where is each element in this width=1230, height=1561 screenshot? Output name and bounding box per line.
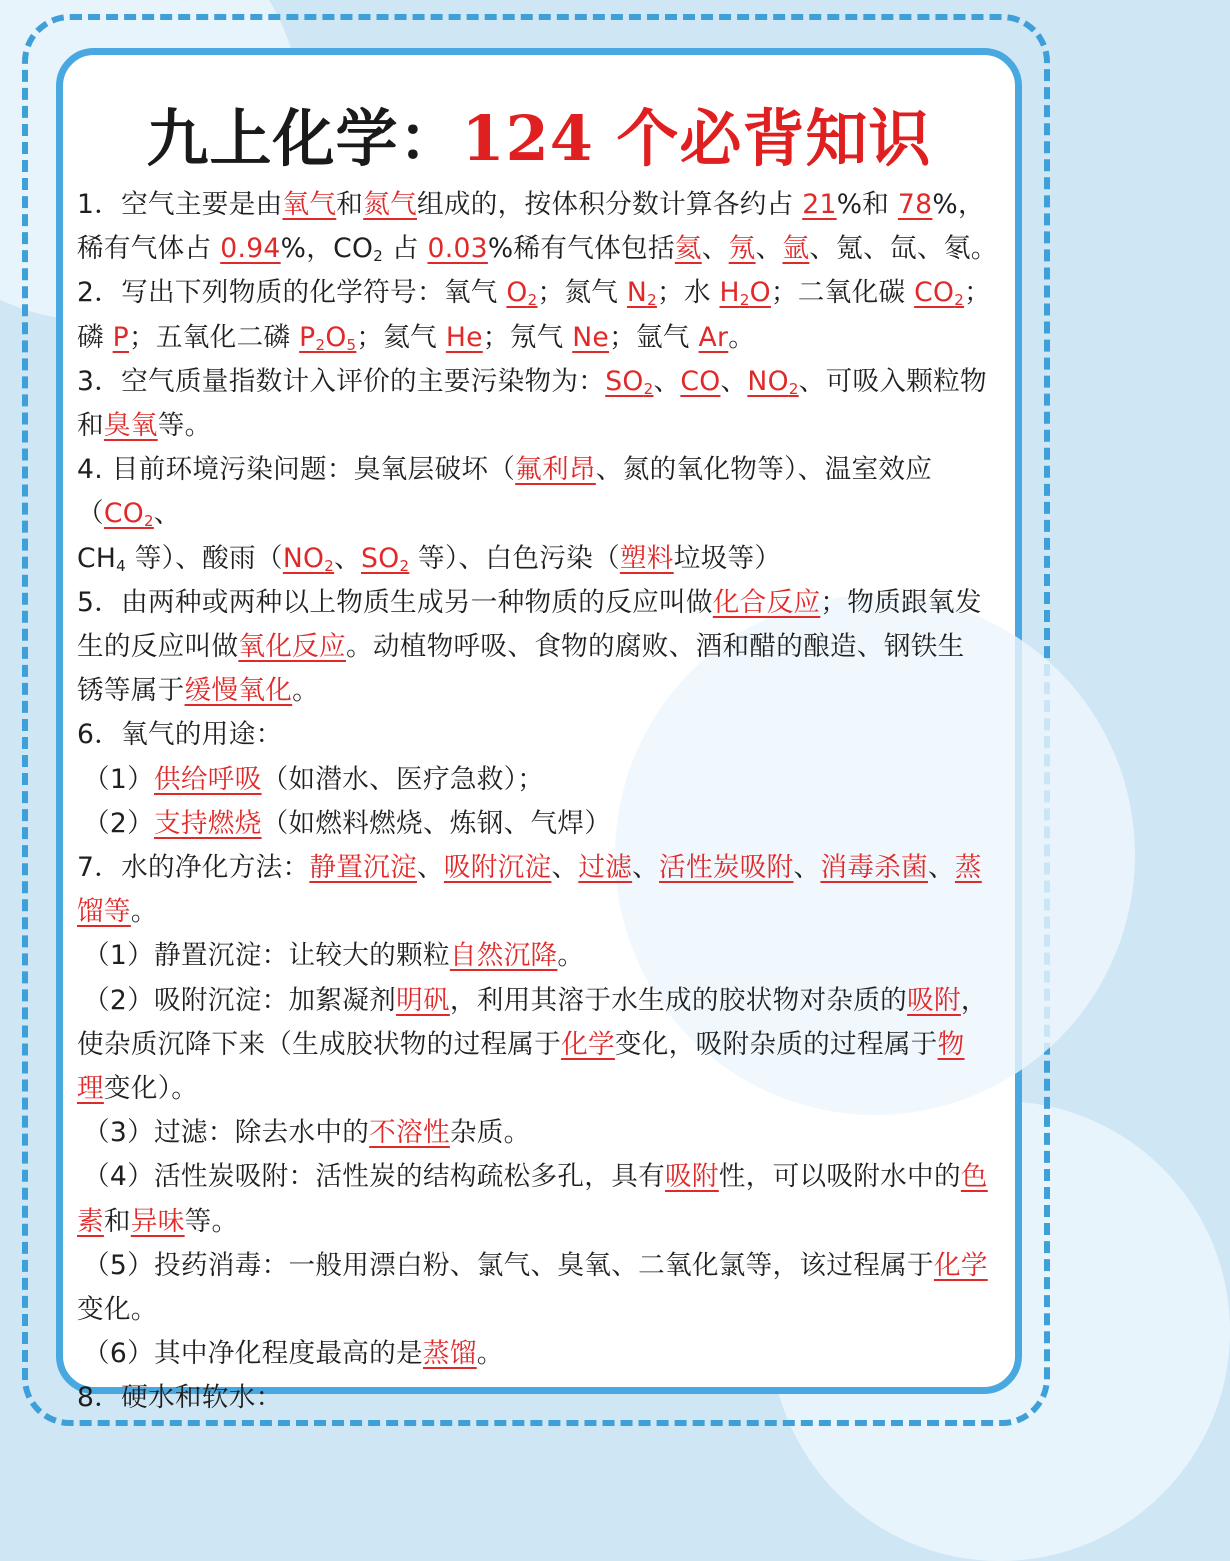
answer: He	[445, 321, 483, 353]
answer: 素	[77, 1205, 104, 1237]
answer: $SO_2$	[361, 542, 410, 575]
answer: $P_2O_5$	[299, 321, 357, 354]
answer: $CO_2$	[103, 498, 154, 531]
answer: 氦	[674, 233, 702, 265]
section-4: 4. 目前环境污染问题：臭氧层破坏（氟利昂、氮的氧化物等）、温室效应（$CO_2$、 $CH_4$ 等）、酸雨（$NO_2$、$SO_2$ 等）、白色污染（塑料垃圾等）	[77, 454, 933, 575]
section-6-item: （1）供给呼吸（如潜水、医疗急救）；	[83, 763, 545, 795]
section-3: 3．空气质量指数计入评价的主要污染物为：$SO_2$、CO、$NO_2$、可吸入颗粒物 和臭氧等。	[77, 365, 987, 442]
section-7-item: （4）活性炭吸附：活性炭的结构疏松多孔，具有吸附性，可以吸附水中的色	[83, 1161, 988, 1193]
answer: 消毒杀菌	[820, 852, 928, 884]
section-5: 5．由两种或两种以上物质生成另一种物质的反应叫做化合反应；物质跟氧发 生的反应叫做氧化反应。动植物呼吸、食物的腐败、酒和醋的酿造、钢铁生 锈等属于缓慢氧化。	[77, 586, 982, 707]
answer: 静置沉淀	[309, 852, 417, 884]
answer: 蒸	[954, 852, 982, 884]
answer: CO	[680, 365, 721, 397]
section-8: 8．硬水和软水：	[77, 1382, 283, 1414]
answer: 馏等	[77, 896, 131, 928]
section-7-item: （1）静置沉淀：让较大的颗粒自然沉降。	[83, 940, 585, 972]
answer: 化学	[933, 1249, 988, 1281]
answer: 臭氧	[103, 410, 158, 442]
answer: 吸附沉淀	[443, 852, 552, 884]
note-card	[56, 48, 1022, 1414]
answer: 自然沉降	[449, 940, 558, 972]
answer: 吸附	[907, 984, 961, 1016]
section-7-item-cont: 使杂质沉降下来（生成胶状物的过程属于化学变化，吸附杂质的过程属于物 理变化）。	[77, 1028, 965, 1105]
answer: 物	[937, 1028, 965, 1060]
answer: 氟利昂	[515, 454, 596, 486]
answer: $N_2$	[626, 277, 657, 310]
section-7-item: （2）吸附沉淀：加絮凝剂明矾，利用其溶于水生成的胶状物对杂质的吸附，	[83, 984, 988, 1016]
answer: 色	[960, 1161, 988, 1193]
answer: $CO_2$	[914, 277, 965, 310]
section-7-item: （6）其中净化程度最高的是蒸馏。	[83, 1338, 504, 1370]
answer: $H_2O$	[719, 277, 771, 310]
answer: 氮气	[363, 189, 417, 220]
answer: $SO_2$	[605, 365, 654, 398]
answer: $NO_2$	[282, 542, 335, 575]
answer: 吸附	[665, 1161, 719, 1193]
section-1: 1．空气主要是由氧气和氮气组成的，按体积分数计算各约占 21%和 78%， 稀有气体占 0.94%，$CO_2$ 占 0.03%稀有气体包括氦、氖、氩、氪、氙、氡。	[77, 189, 998, 266]
answer: 活性炭吸附	[659, 852, 794, 884]
answer: 0.94	[220, 233, 281, 265]
answer: $O_2$	[506, 277, 538, 310]
answer: 塑料	[619, 542, 674, 574]
answer: 氩	[782, 233, 810, 265]
section-2: 2．写出下列物质的化学符号：氧气 $O_2$；氮气 $N_2$；水 $H_2O$；二氧化碳 $CO_2$； 磷 P；五氧化二磷 $P_2O_5$；氦气 He；氖气 Ne；氩气 Ar。	[77, 277, 991, 354]
answer: 明矾	[396, 984, 450, 1016]
section-7: 7．水的净化方法：静置沉淀、吸附沉淀、过滤、活性炭吸附、消毒杀菌、蒸 馏等。	[77, 852, 982, 928]
answer: 化合反应	[712, 586, 821, 618]
answer: 供给呼吸	[154, 763, 262, 795]
answer: Ne	[572, 321, 610, 353]
title-black: 九上化学：	[146, 102, 462, 175]
answer: 氧化反应	[238, 631, 346, 663]
answer: 氖	[728, 233, 756, 265]
title-red: 124 个必背知识	[461, 102, 932, 175]
answer: $NO_2$	[747, 365, 799, 398]
answer: Ar	[698, 321, 729, 353]
section-7-item-cont: 素和异味等。	[77, 1205, 239, 1237]
answer: 不溶性	[369, 1117, 450, 1149]
section-6-item: （2）支持燃烧（如燃料燃烧、炼钢、气焊）	[83, 807, 612, 839]
answer: 理	[77, 1073, 104, 1105]
section-7-item-cont: 变化。	[77, 1294, 158, 1326]
answer: 异味	[130, 1205, 185, 1237]
answer: 21	[802, 189, 837, 220]
answer: 78	[897, 189, 933, 220]
answer: 支持燃烧	[154, 807, 262, 839]
section-7-item: （3）过滤：除去水中的不溶性杂质。	[83, 1117, 531, 1149]
section-7-item: （5）投药消毒：一般用漂白粉、氯气、臭氧、二氧化氯等，该过程属于化学	[83, 1249, 988, 1281]
answer: 缓慢氧化	[184, 675, 293, 707]
answer: 过滤	[578, 852, 633, 884]
section-6-heading: 6．氧气的用途：	[77, 719, 283, 751]
content	[63, 183, 1015, 1421]
answer: 氧气	[282, 189, 337, 220]
answer: 化学	[561, 1028, 615, 1060]
answer: P	[112, 321, 129, 353]
answer: 0.03	[427, 233, 488, 265]
answer: 蒸馏	[422, 1338, 477, 1370]
page-title	[63, 99, 1015, 179]
